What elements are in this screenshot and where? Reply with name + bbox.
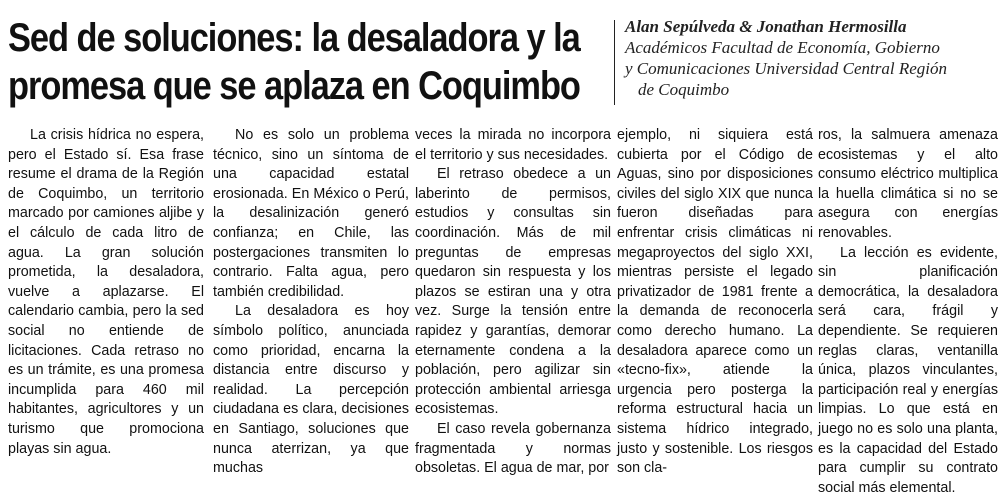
headline [8, 14, 580, 110]
article-column-3 [415, 126, 611, 479]
article-column-4 [617, 126, 813, 479]
article-column-5 [818, 126, 998, 498]
headline-line-2: promesa que se aplaza en Coquimbo [8, 64, 580, 108]
headline-line-1: Sed de soluciones: la desaladora y la [8, 16, 580, 60]
byline-affiliation-line-1: Académicos Facultad de Economía, Gobierno [625, 38, 940, 57]
byline-divider [614, 20, 615, 105]
article-column-1 [8, 126, 204, 459]
byline-affiliation-line-3: de Coquimbo [638, 80, 730, 99]
article-paragraph: La lección es evidente, sin planificación democrática, la desaladora será cara, frágil y dependiente. Se requieren reglas claras, ventanilla única, plazos vinculantes, participación real y energías limpias. Lo que está en juego no es solo una planta, es la capacidad del Estado para cumplir su contrato social más elemental. [818, 244, 998, 496]
byline-authors: Alan Sepúlveda & Jonathan Hermosilla [625, 17, 907, 36]
byline-affiliation-line-2: y Comunicaciones Universidad Central Región [625, 59, 948, 78]
article-paragraph: ejemplo, ni siquiera está cubierta por el Código de Aguas, sino por disposiciones civiles del siglo XIX que nunca fueron diseñadas para enfrentar crisis climáticas ni megaproyectos del siglo XXI, mientras persiste el legado privatizador de 1981 frente a la demanda de reconocerla como derecho humano. La desaladora aparece como un «tecno-fix», atiende la urgencia pero posterga la reforma estructural hacia un sistema hídrico integrado, justo y sostenible. Los riesgos son cla- [617, 127, 813, 477]
article-column-2 [213, 126, 409, 479]
article-paragraph: El retraso obedece a un laberinto de permisos, estudios y consultas sin coordinación. Más de mil preguntas de empresas quedaron sin respuesta y los plazos se estiran una y otra vez. Surge la tensión entre rapidez y garantías, demorar eternamente condena a la población, pero agilizar sin protección ambiental arriesga ecosistemas. [415, 166, 611, 418]
article-paragraph: ros, la salmuera amenaza ecosistemas y el alto consumo eléctrico multiplica la huella climática si no se asegura con energías renovables. [818, 127, 998, 241]
byline [625, 16, 995, 100]
article-paragraph: La crisis hídrica no espera, pero el Estado sí. Esa frase resume el drama de la Región de Coquimbo, un territorio marcado por camiones aljibe y el cálculo de cada litro de agua. La gran solución prometida, la desaladora, vuelve a aplazarse. El calendario cambia, pero la sed social no entiende de licitaciones. Cada retraso no es un trámite, es una promesa incumplida para 460 mil habitantes, agricultores y un turismo que promociona playas sin agua. [8, 127, 204, 457]
article-paragraph: El caso revela gobernanza fragmentada y normas obsoletas. El agua de mar, por [415, 420, 611, 477]
article-paragraph: No es solo un problema técnico, sino un síntoma de una capacidad estatal erosionada. En México o Perú, la desalinización generó confianza; en Chile, las postergaciones transmiten lo contrario. Falta agua, pero también credibilidad. [213, 127, 409, 300]
article-paragraph: veces la mirada no incorpora el territorio y sus necesidades. [415, 127, 611, 163]
article-paragraph: La desaladora es hoy símbolo político, anunciada como prioridad, encarna la distancia entre discurso y realidad. La percepción ciudadana es clara, decisiones en Santiago, soluciones que nunca aterrizan, ya que muchas [213, 303, 409, 477]
